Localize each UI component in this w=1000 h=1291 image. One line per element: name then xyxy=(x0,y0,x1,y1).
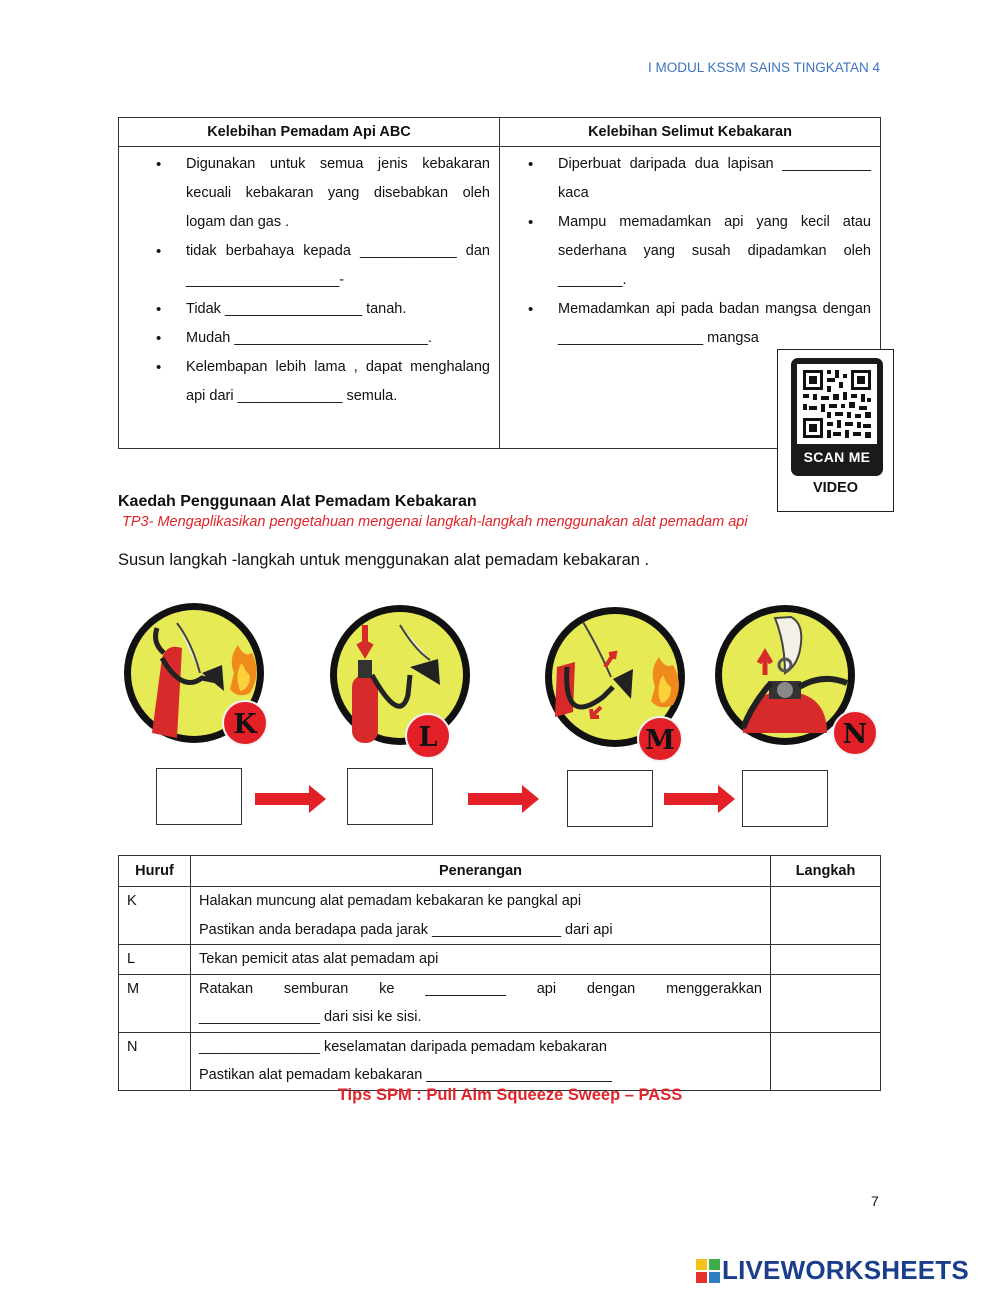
fire-blanket-advantages-list xyxy=(500,150,871,353)
description-line: Ratakan semburan ke __________ api dengan menggerakkan xyxy=(199,980,762,997)
step-answer-cell[interactable] xyxy=(771,974,881,1032)
answer-box-4[interactable] xyxy=(742,770,828,827)
page-number: 7 xyxy=(871,1193,879,1209)
description-line: Pastikan alat pemadam kebakaran _______________________ xyxy=(199,1067,612,1083)
step-answer-cell[interactable] xyxy=(771,887,881,945)
liveworksheets-logo-icon xyxy=(696,1259,720,1283)
list-item: • Kelembapan lebih lama , dapat menghalang api dari _____________ semula. xyxy=(119,353,490,411)
description-line: Tekan pemicit atas alat pemadam api xyxy=(199,951,439,967)
list-item: • tidak berbahaya kepada ____________ dan ___________________- xyxy=(119,237,490,295)
learning-objective: TP3- Mengaplikasikan pengetahuan mengenai langkah-langkah menggunakan alat pemadam api xyxy=(122,514,748,530)
qr-video-box[interactable] xyxy=(777,349,894,512)
row-letter: N xyxy=(119,1032,191,1090)
description-line: _______________ dari sisi ke sisi. xyxy=(199,1009,422,1025)
steps-table xyxy=(118,855,881,1091)
table-row xyxy=(119,974,881,1032)
table-row xyxy=(119,887,881,945)
list-item: • Digunakan untuk semua jenis kebakaran kecuali kebakaran yang disebabkan oleh logam dan gas . xyxy=(119,150,490,237)
row-description xyxy=(191,945,771,975)
row-description xyxy=(191,1032,771,1090)
liveworksheets-brand: LIVEWORKSHEETS xyxy=(722,1255,969,1285)
row-letter: K xyxy=(119,887,191,945)
label-k-badge: K xyxy=(222,700,268,746)
extinguisher-squeeze-icon xyxy=(330,605,475,750)
scan-me-label: SCAN ME xyxy=(803,449,871,465)
step-answer-cell[interactable] xyxy=(771,1032,881,1090)
arrow-right-icon xyxy=(468,784,540,814)
description-line: _______________ keselamatan daripada pemadam kebakaran xyxy=(199,1038,607,1055)
list-item: • Mampu memadamkan api yang kecil atau sederhana yang susah dipadamkan oleh ________. xyxy=(500,208,871,295)
row-description xyxy=(191,887,771,945)
table-row xyxy=(119,1032,881,1090)
description-line: Halakan muncung alat pemadam kebakaran ke pangkal api xyxy=(199,893,582,909)
comparison-table xyxy=(118,117,881,449)
list-item: • Diperbuat daripada dua lapisan ___________ kaca xyxy=(500,150,871,208)
right-column-title: Kelebihan Selimut Kebakaran xyxy=(500,118,881,147)
qr-code-icon xyxy=(797,364,877,444)
description-line: Pastikan anda beradapa pada jarak ________________ dari api xyxy=(199,921,613,938)
label-m-badge: M xyxy=(637,716,683,762)
label-n-badge: N xyxy=(832,710,878,756)
abc-advantages-cell xyxy=(119,147,500,449)
list-item: • Mudah ________________________. xyxy=(119,324,490,353)
column-header-letter: Huruf xyxy=(119,856,191,887)
step-image-l xyxy=(330,605,475,750)
arrow-right-icon xyxy=(664,784,736,814)
left-column-title: Kelebihan Pemadam Api ABC xyxy=(119,118,500,147)
label-l-badge: L xyxy=(405,713,451,759)
answer-box-1[interactable] xyxy=(156,768,242,825)
answer-box-3[interactable] xyxy=(567,770,653,827)
list-item: • Memadamkan api pada badan mangsa dengan __________________ mangsa xyxy=(500,295,871,353)
instruction-text: Susun langkah -langkah untuk menggunakan alat pemadam kebakaran . xyxy=(118,551,650,569)
list-item: • Tidak _________________ tanah. xyxy=(119,295,490,324)
answer-box-2[interactable] xyxy=(347,768,433,825)
column-header-description: Penerangan xyxy=(191,856,771,887)
column-header-step: Langkah xyxy=(771,856,881,887)
table-row xyxy=(119,945,881,975)
section-title: Kaedah Penggunaan Alat Pemadam Kebakaran xyxy=(118,493,477,510)
qr-card xyxy=(791,358,883,476)
row-letter: L xyxy=(119,945,191,975)
arrow-right-icon xyxy=(255,784,327,814)
row-description xyxy=(191,974,771,1032)
row-letter: M xyxy=(119,974,191,1032)
tips-spm: Tips SPM : Pull Aim Squeeze Sweep – PASS xyxy=(337,1086,683,1104)
step-answer-cell[interactable] xyxy=(771,945,881,975)
video-label: VIDEO xyxy=(812,480,859,496)
module-header: I MODUL KSSM SAINS TINGKATAN 4 xyxy=(647,60,880,75)
abc-advantages-list xyxy=(119,150,490,411)
